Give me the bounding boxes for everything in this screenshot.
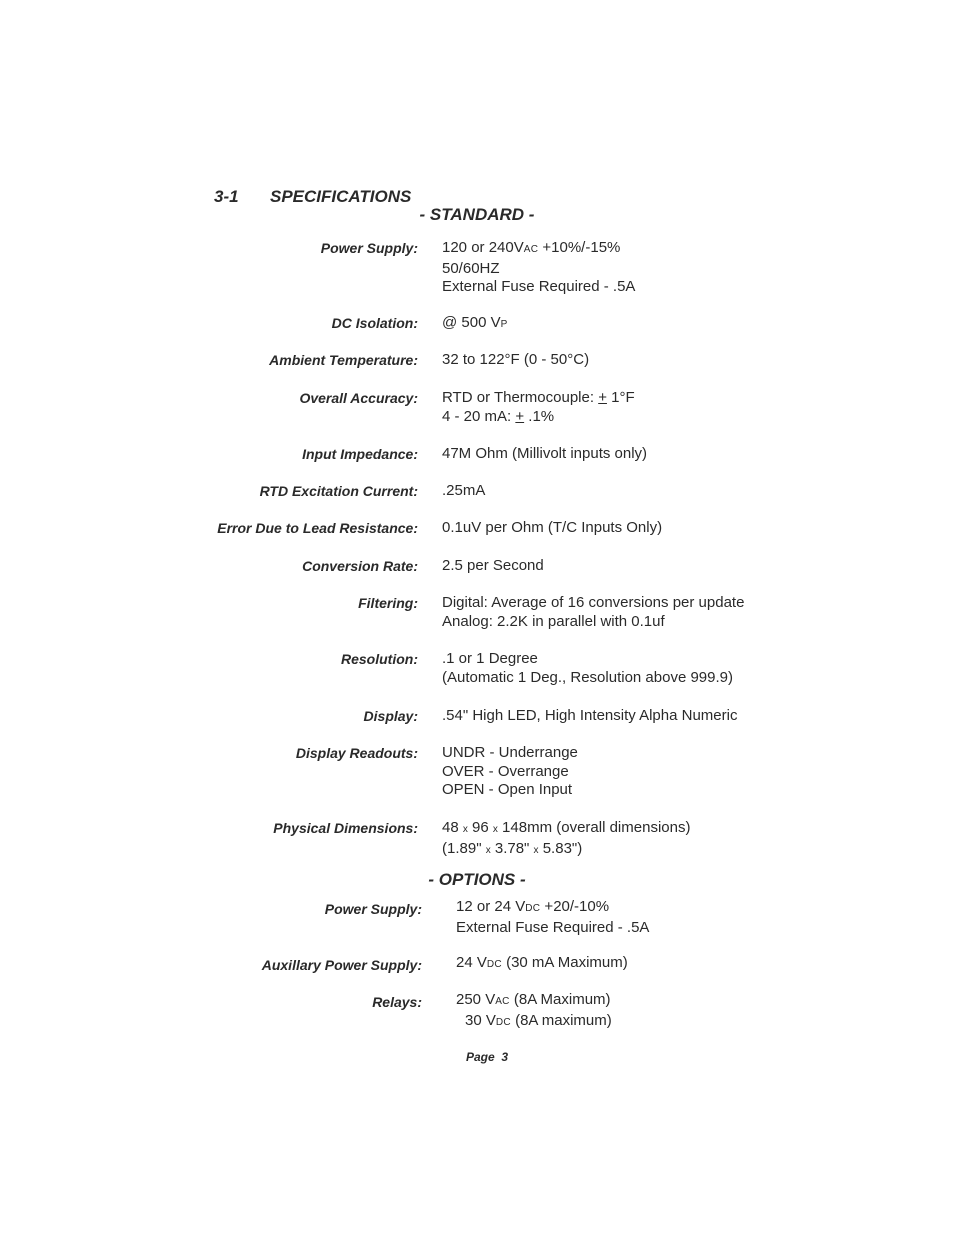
filtering-line-2: Analog: 2.2K in parallel with 0.1uf [442, 612, 665, 630]
ambient-temperature-label: Ambient Temperature: [269, 352, 418, 368]
times-glyph: x [462, 824, 468, 835]
dc-isolation-label: DC Isolation: [331, 315, 418, 331]
accuracy-ma-text: 4 - 20 mA: [442, 407, 516, 425]
resolution-line-2: (Automatic 1 Deg., Resolution above 999.9) [442, 668, 733, 686]
option-power-tolerance: +20/-10% [540, 898, 610, 915]
aux-power-supply-value [456, 954, 628, 975]
aux-power-voltage: 24 V [456, 954, 487, 971]
plus-minus-glyph: + [515, 407, 525, 425]
overall-accuracy-line-1 [442, 389, 635, 408]
option-power-supply-value [456, 898, 649, 937]
relays-label: Relays: [372, 994, 422, 1010]
dc-isolation-voltage: @ 500 V [442, 314, 501, 331]
relays-value [456, 991, 612, 1032]
conversion-rate-value: 2.5 per Second [442, 557, 544, 574]
relay-ac-rating [456, 991, 612, 1012]
lead-resistance-label: Error Due to Lead Resistance: [217, 520, 418, 536]
rtd-excitation-label: RTD Excitation Current: [259, 483, 418, 499]
accuracy-ma-value: .1% [524, 407, 555, 425]
aux-power-supply-label: Auxillary Power Supply: [261, 957, 422, 973]
power-supply-ac-subscript: AC [523, 244, 539, 255]
resolution-line-1: .1 or 1 Degree [442, 650, 538, 667]
readout-over: OVER - Overrange [442, 762, 569, 780]
relay-dc-rating [456, 1012, 612, 1033]
dim-mm-width: 48 [442, 819, 463, 836]
readout-open: OPEN - Open Input [442, 781, 573, 799]
option-power-supply-line-2: External Fuse Required - .5A [456, 918, 650, 936]
relay-dc-current: (8A maximum) [510, 1011, 612, 1029]
standard-heading: - STANDARD - [419, 205, 535, 224]
aux-power-dc-subscript: DC [486, 959, 502, 970]
display-readouts-value [442, 744, 578, 800]
display-readouts-label: Display Readouts: [295, 745, 418, 761]
relay-ac-subscript: AC [495, 996, 510, 1007]
physical-dimensions-label: Physical Dimensions: [273, 820, 418, 836]
accuracy-rtd-text: RTD or Thermocouple: [442, 389, 599, 406]
relay-dc-subscript: DC [495, 1016, 511, 1028]
dc-isolation-value [442, 314, 508, 335]
section-number: 3-1 [214, 187, 239, 206]
dimensions-inches [442, 840, 690, 861]
overall-accuracy-line-2 [442, 408, 635, 427]
display-value: .54" High LED, High Intensity Alpha Numeric [442, 707, 738, 724]
options-heading: - OPTIONS - [428, 870, 526, 889]
lead-resistance-value: 0.1uV per Ohm (T/C Inputs Only) [442, 519, 663, 536]
option-power-dc-subscript: DC [525, 903, 541, 914]
ambient-temperature-value: 32 to 122°F (0 - 50°C) [442, 351, 590, 368]
relay-ac-current: (8A Maximum) [509, 991, 611, 1008]
input-impedance-label: Input Impedance: [302, 446, 418, 462]
times-glyph: x [533, 844, 539, 856]
power-supply-line-3: External Fuse Required - .5A [442, 278, 636, 296]
overall-accuracy-label: Overall Accuracy: [299, 390, 418, 406]
dim-mm-depth: 148mm (overall dimensions) [497, 819, 691, 836]
dim-in-depth: 5.83") [538, 839, 583, 857]
aux-power-current: (30 mA Maximum) [501, 954, 628, 971]
plus-minus-glyph: + [598, 389, 607, 406]
option-power-supply-line-1 [456, 898, 649, 919]
resolution-value [442, 650, 733, 687]
filtering-value [442, 594, 744, 631]
dc-isolation-subscript: P [500, 319, 508, 330]
conversion-rate-label: Conversion Rate: [302, 558, 418, 574]
relay-ac-voltage: 250 V [456, 991, 496, 1008]
power-supply-tolerance: +10%/-15% [538, 239, 621, 256]
readout-undr: UNDR - Underrange [442, 744, 578, 761]
relay-dc-voltage: 30 V [465, 1011, 496, 1029]
physical-dimensions-value [442, 819, 690, 860]
display-label: Display: [363, 708, 418, 724]
dim-in-width: (1.89" [442, 839, 486, 857]
accuracy-rtd-value: 1°F [606, 389, 635, 406]
power-supply-line-1 [442, 239, 635, 260]
filtering-label: Filtering: [358, 595, 418, 611]
option-power-voltage: 12 or 24 V [456, 898, 526, 915]
power-supply-value [442, 239, 635, 297]
dimensions-mm [442, 819, 690, 840]
power-supply-label: Power Supply: [320, 240, 418, 256]
option-power-supply-label: Power Supply: [324, 901, 422, 917]
times-glyph: x [492, 824, 498, 835]
power-supply-line-2: 50/60HZ [442, 259, 500, 277]
dim-in-height: 3.78" [490, 839, 534, 857]
rtd-excitation-value: .25mA [442, 482, 486, 499]
power-supply-voltage: 120 or 240V [442, 239, 524, 256]
filtering-line-1: Digital: Average of 16 conversions per update [442, 594, 745, 611]
overall-accuracy-value [442, 389, 635, 426]
page-number: Page 3 [466, 1050, 509, 1064]
times-glyph: x [485, 844, 491, 856]
resolution-label: Resolution: [341, 651, 418, 667]
input-impedance-value: 47M Ohm (Millivolt inputs only) [442, 445, 648, 462]
dim-mm-height: 96 [467, 819, 493, 836]
section-title: SPECIFICATIONS [270, 187, 412, 206]
